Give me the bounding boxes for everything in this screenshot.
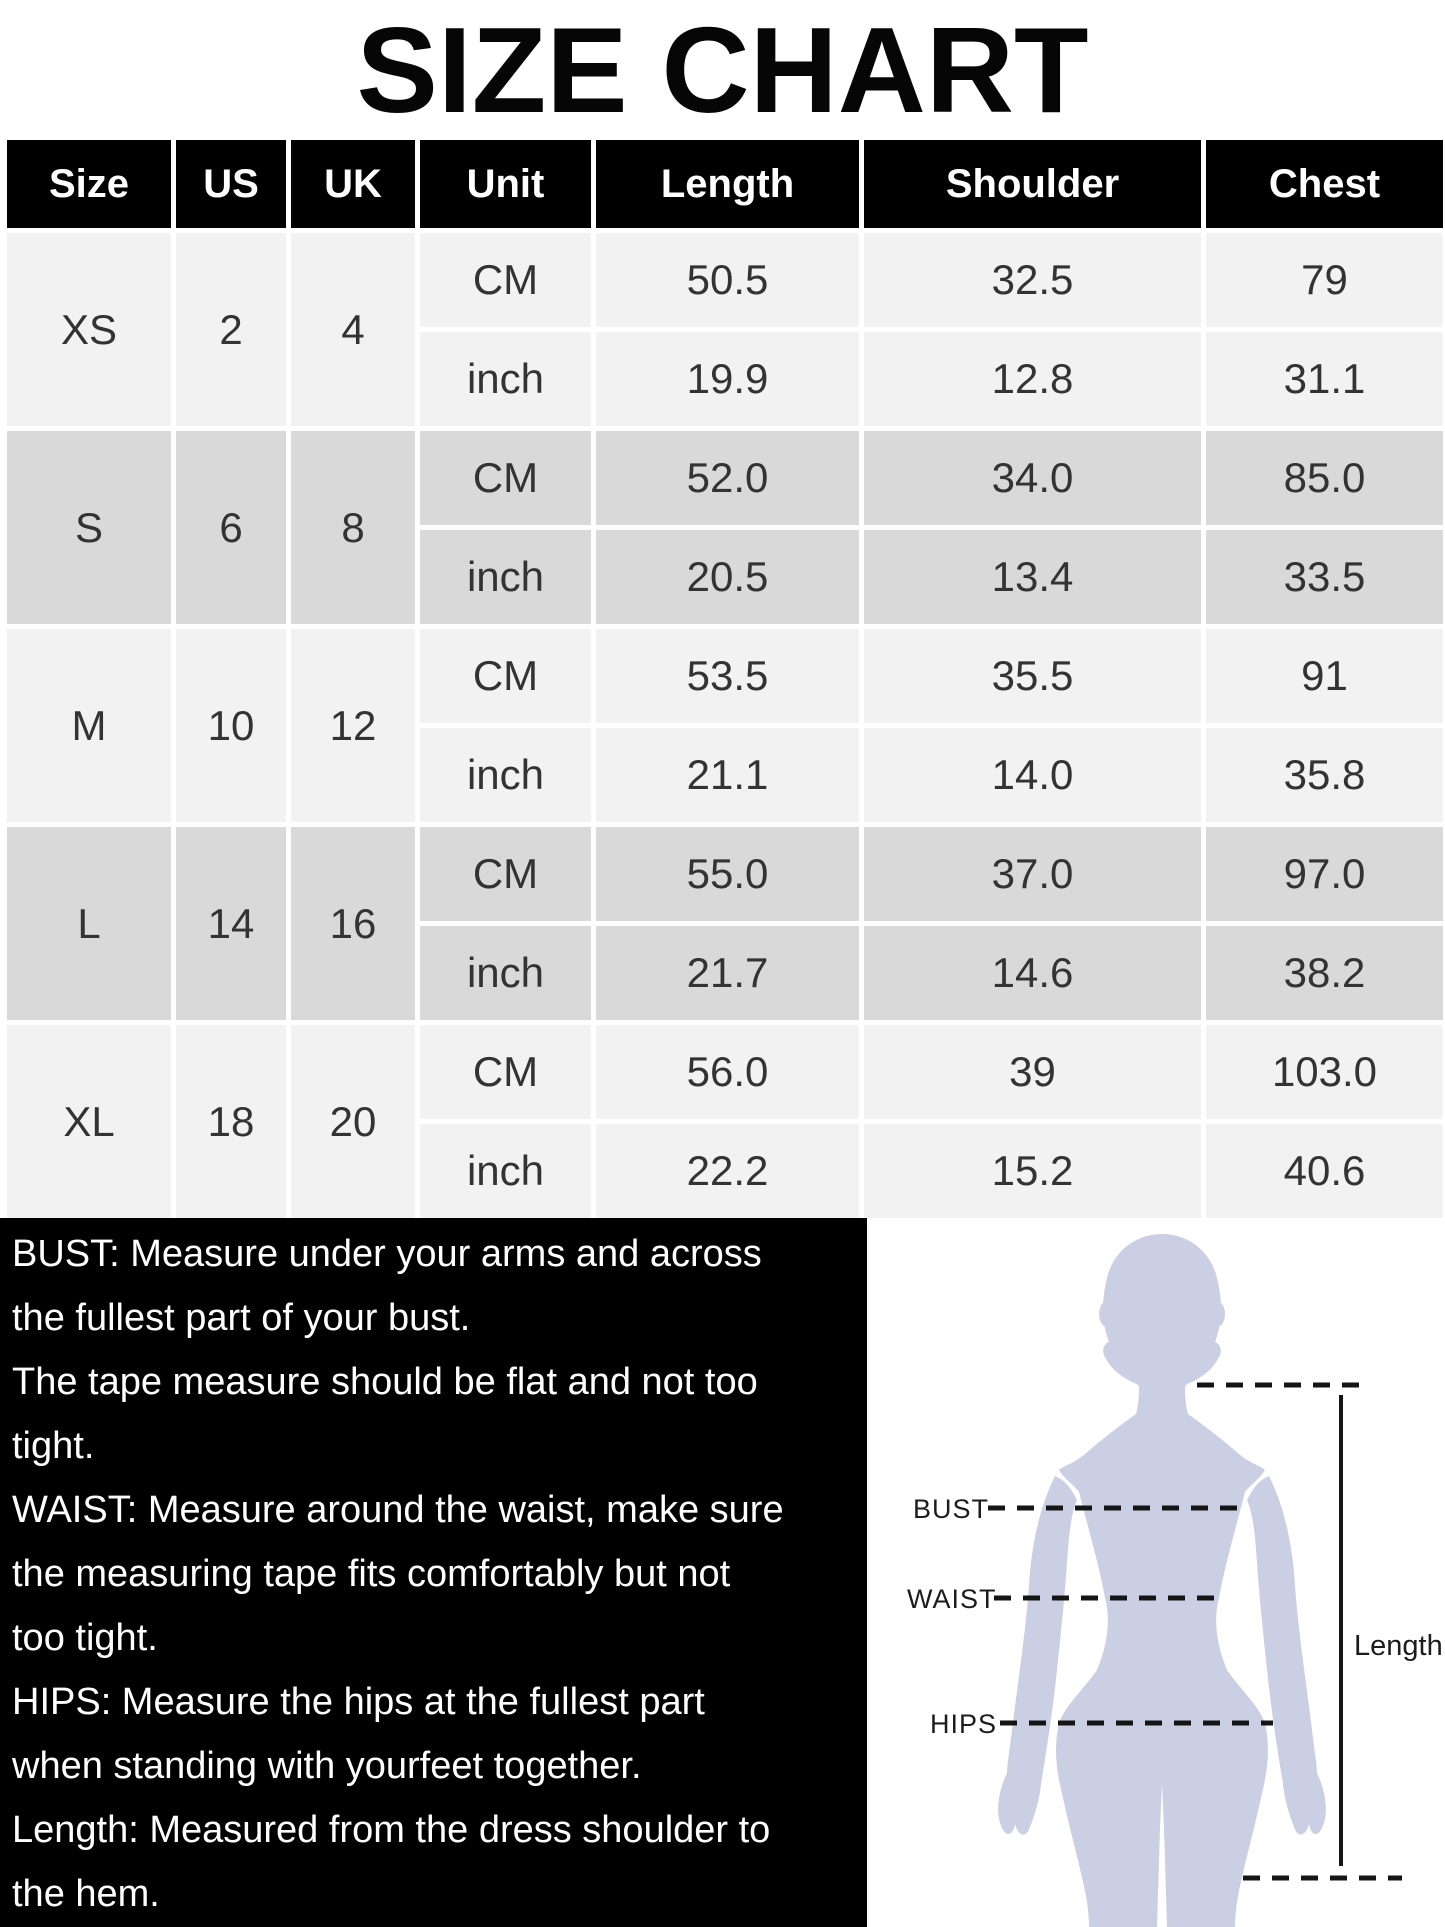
length-label: Length [1354, 1630, 1443, 1662]
cell-m-inch-unit: inch [420, 728, 591, 822]
cell-m-cm-chest: 91 [1206, 629, 1443, 723]
cell-xs-inch-unit: inch [420, 332, 591, 426]
cell-size-s: S [7, 431, 171, 624]
cell-s-inch-shoulder: 13.4 [864, 530, 1201, 624]
cell-s-inch-length: 20.5 [596, 530, 859, 624]
body-silhouette-diagram [867, 1218, 1445, 1927]
note-line-3: The tape measure should be flat and not too [12, 1361, 758, 1403]
cell-xs-cm-chest: 79 [1206, 233, 1443, 327]
ear-right [1209, 1301, 1225, 1327]
note-line-11: the hem. [12, 1873, 160, 1915]
note-line-8: HIPS: Measure the hips at the fullest part [12, 1681, 705, 1723]
header-cell-length: Length [596, 140, 859, 228]
cell-s-inch-chest: 33.5 [1206, 530, 1443, 624]
cell-us-s: 6 [176, 431, 286, 624]
cell-l-inch-length: 21.7 [596, 926, 859, 1020]
cell-uk-l: 16 [291, 827, 415, 1020]
cell-l-inch-shoulder: 14.6 [864, 926, 1201, 1020]
header-cell-unit: Unit [420, 140, 591, 228]
cell-s-inch-unit: inch [420, 530, 591, 624]
note-line-6: the measuring tape fits comfortably but not [12, 1553, 731, 1595]
cell-xl-cm-shoulder: 39 [864, 1025, 1201, 1119]
cell-size-xl: XL [7, 1025, 171, 1218]
cell-m-inch-shoulder: 14.0 [864, 728, 1201, 822]
bust-label: BUST [913, 1494, 990, 1524]
header-cell-shoulder: Shoulder [864, 140, 1201, 228]
cell-us-xl: 18 [176, 1025, 286, 1218]
cell-s-cm-length: 52.0 [596, 431, 859, 525]
cell-l-cm-chest: 97.0 [1206, 827, 1443, 921]
measurement-notes [0, 1218, 867, 1927]
cell-m-cm-shoulder: 35.5 [864, 629, 1201, 723]
cell-m-cm-unit: CM [420, 629, 591, 723]
cell-xl-inch-unit: inch [420, 1124, 591, 1218]
cell-m-inch-chest: 35.8 [1206, 728, 1443, 822]
cell-xl-inch-chest: 40.6 [1206, 1124, 1443, 1218]
cell-xs-inch-chest: 31.1 [1206, 332, 1443, 426]
cell-xs-cm-shoulder: 32.5 [864, 233, 1201, 327]
cell-uk-s: 8 [291, 431, 415, 624]
cell-xl-cm-chest: 103.0 [1206, 1025, 1443, 1119]
cell-us-l: 14 [176, 827, 286, 1020]
cell-uk-m: 12 [291, 629, 415, 822]
size-chart-table [0, 140, 1445, 1218]
cell-s-cm-shoulder: 34.0 [864, 431, 1201, 525]
bottom-section [0, 1218, 1445, 1927]
cell-m-cm-length: 53.5 [596, 629, 859, 723]
cell-l-cm-shoulder: 37.0 [864, 827, 1201, 921]
cell-xs-inch-shoulder: 12.8 [864, 332, 1201, 426]
cell-uk-xs: 4 [291, 233, 415, 426]
note-line-4: tight. [12, 1425, 95, 1467]
cell-size-l: L [7, 827, 171, 1020]
note-line-10: Length: Measured from the dress shoulder to [12, 1809, 771, 1851]
body-measurement-figure [867, 1218, 1445, 1927]
body-silhouette [1056, 1234, 1268, 1927]
cell-xl-inch-shoulder: 15.2 [864, 1124, 1201, 1218]
cell-l-cm-unit: CM [420, 827, 591, 921]
cell-xs-cm-unit: CM [420, 233, 591, 327]
cell-xl-cm-length: 56.0 [596, 1025, 859, 1119]
cell-xs-inch-length: 19.9 [596, 332, 859, 426]
ear-left [1099, 1301, 1115, 1327]
cell-s-cm-unit: CM [420, 431, 591, 525]
cell-xl-cm-unit: CM [420, 1025, 591, 1119]
header-cell-us: US [176, 140, 286, 228]
cell-size-m: M [7, 629, 171, 822]
hips-label: HIPS [930, 1709, 998, 1739]
note-line-1: BUST: Measure under your arms and across [12, 1233, 762, 1275]
cell-us-m: 10 [176, 629, 286, 822]
note-line-9: when standing with yourfeet together. [12, 1745, 642, 1787]
header-cell-chest: Chest [1206, 140, 1443, 228]
cell-m-inch-length: 21.1 [596, 728, 859, 822]
cell-s-cm-chest: 85.0 [1206, 431, 1443, 525]
header-cell-size: Size [7, 140, 171, 228]
cell-l-inch-unit: inch [420, 926, 591, 1020]
cell-uk-xl: 20 [291, 1025, 415, 1218]
note-line-5: WAIST: Measure around the waist, make sure [12, 1489, 784, 1531]
note-line-2: the fullest part of your bust. [12, 1297, 471, 1339]
cell-xl-inch-length: 22.2 [596, 1124, 859, 1218]
cell-us-xs: 2 [176, 233, 286, 426]
waist-label: WAIST [907, 1584, 997, 1614]
page-title: SIZE CHART [356, 2, 1089, 138]
note-line-7: too tight. [12, 1617, 158, 1659]
cell-size-xs: XS [7, 233, 171, 426]
cell-l-inch-chest: 38.2 [1206, 926, 1443, 1020]
cell-xs-cm-length: 50.5 [596, 233, 859, 327]
header-cell-uk: UK [291, 140, 415, 228]
cell-l-cm-length: 55.0 [596, 827, 859, 921]
